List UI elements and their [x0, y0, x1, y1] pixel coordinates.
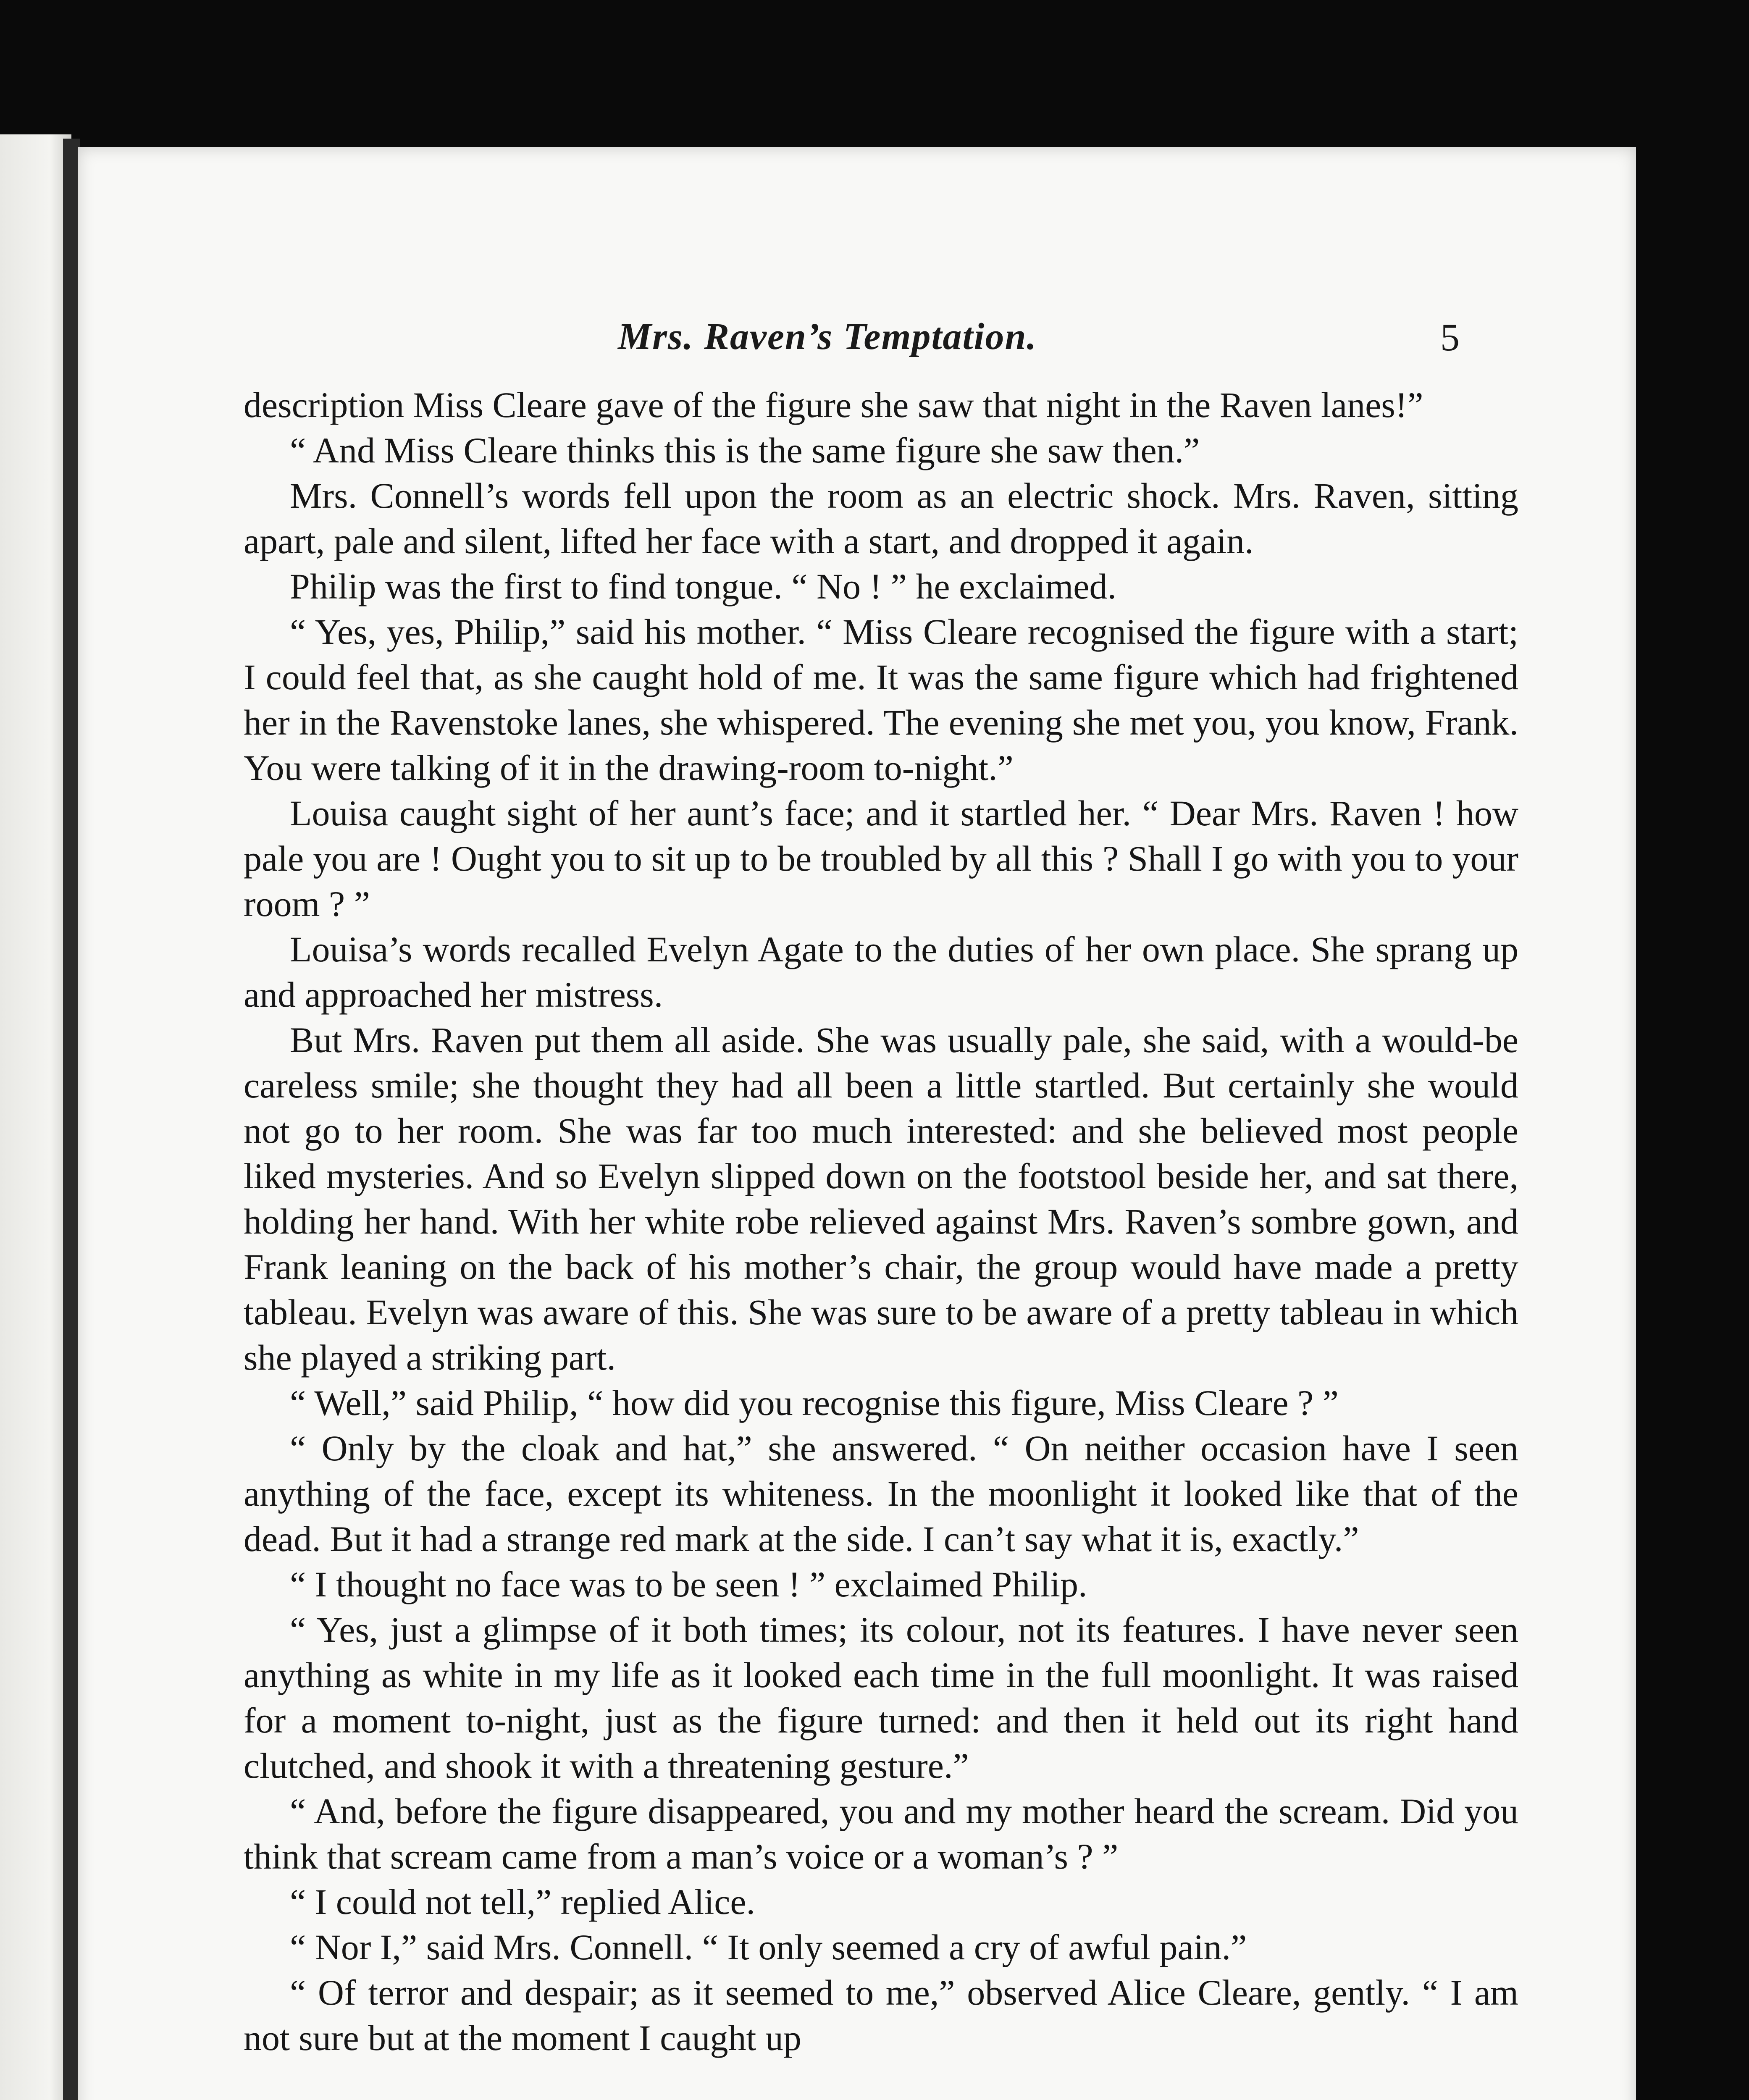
paragraph: “ Yes, just a glimpse of it both times; its colour, not its features. I have never seen anything as white in my life as it looked each time in the full moonlight. It was raised for a moment to-night, just as the figure turned: and then it held out its right hand clutched, and shook it with a threatening gesture.” [244, 1609, 1518, 1786]
paragraph: “ And Miss Cleare thinks this is the same figure she saw then.” [290, 430, 1200, 470]
paragraph: Louisa caught sight of her aunt’s face; and it startled her. “ Dear Mrs. Raven ! how pale you are ! Ought you to sit up to be troubled by all this ? Shall I go with you to your room ? ” [244, 793, 1518, 924]
paragraph: Louisa’s words recalled Evelyn Agate to the duties of her own place. She sprang up and approached her mistress. [244, 929, 1518, 1015]
paragraph: “ Only by the cloak and hat,” she answered. “ On neither occasion have I seen anything of the face, except its whiteness. In the moonlight it looked like that of the dead. But it had a strange red mark at the side. I can’t say what it is, exactly.” [244, 1428, 1518, 1559]
paragraph: description Miss Cleare gave of the figure she saw that night in the Raven lanes!” [244, 385, 1423, 425]
book-page [78, 147, 1636, 2100]
book-spine [63, 139, 80, 2100]
page-body [244, 382, 1518, 2061]
page-number: 5 [1440, 316, 1460, 359]
paragraph: But Mrs. Raven put them all aside. She was usually pale, she said, with a would-be careless smile; she thought they had all been a little startled. But certainly she would not go to her room. She was far too much interested: and she believed most people liked mysteries. And so Evelyn slipped down on the footstool beside her, and sat there, holding her hand. With her white robe relieved against Mrs. Raven’s sombre gown, and Frank leaning on the back of his mother’s chair, the group would have made a pretty tableau. Evelyn was aware of this. She was sure to be aware of a pretty tableau in which she played a striking part. [244, 1020, 1518, 1378]
paragraph: Mrs. Connell’s words fell upon the room as an electric shock. Mrs. Raven, sitting apart, pale and silent, lifted her face with a start, and dropped it again. [244, 475, 1518, 561]
facing-page-edge [0, 134, 71, 2100]
paragraph: “ And, before the figure disappeared, you and my mother heard the scream. Did you think that scream came from a man’s voice or a woman’s ? ” [244, 1791, 1518, 1877]
paragraph: “ Well,” said Philip, “ how did you recognise this figure, Miss Cleare ? ” [290, 1383, 1339, 1423]
paragraph: “ Nor I,” said Mrs. Connell. “ It only seemed a cry of awful pain.” [290, 1927, 1247, 1967]
paragraph: “ I could not tell,” replied Alice. [290, 1882, 756, 1922]
paragraph: Philip was the first to find tongue. “ No ! ” he exclaimed. [290, 566, 1116, 606]
paragraph: “ Yes, yes, Philip,” said his mother. “ Miss Cleare recognised the figure with a start; I could feel that, as she caught hold of me. It was the same figure which had frightened her in the Ravenstoke lanes, she whispered. The evening she met you, you know, Frank. You were talking of it in the drawing-room to-night.” [244, 612, 1518, 788]
paragraph: “ Of terror and despair; as it seemed to me,” observed Alice Cleare, gently. “ I am not sure but at the moment I caught up [244, 1972, 1518, 2058]
running-title: Mrs. Raven’s Temptation. [617, 316, 1037, 357]
page-header [78, 315, 1636, 365]
paragraph: “ I thought no face was to be seen ! ” exclaimed Philip. [290, 1564, 1087, 1604]
